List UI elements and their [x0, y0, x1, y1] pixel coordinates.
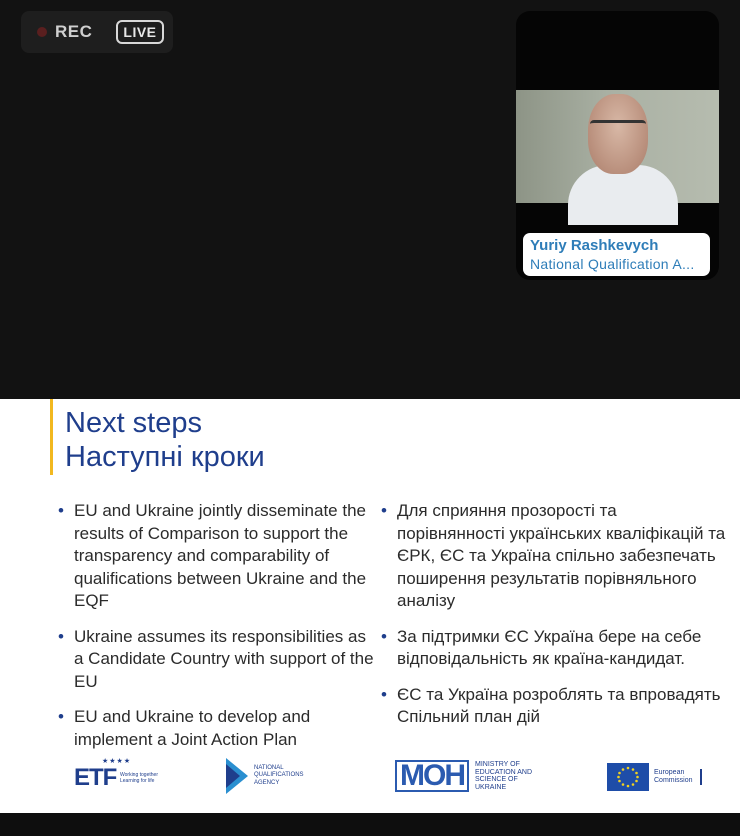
ministry-mark: МОН	[395, 760, 469, 792]
nqa-text: NATIONAL QUALIFICATIONS AGENCY	[254, 764, 304, 786]
ministry-logo	[395, 760, 545, 792]
bullet-en-3: • EU and Ukraine to develop and implement a Joint Action Plan	[58, 706, 380, 751]
glasses-icon	[590, 120, 646, 130]
bullet-uk-2: • За підтримки ЄС Україна бере на себе відповідальність як країна-кандидат.	[381, 626, 726, 671]
bullets-english	[58, 500, 380, 764]
participant-video	[516, 90, 719, 203]
nqa-chevron-icon	[226, 758, 248, 794]
shared-slide	[0, 399, 740, 813]
etf-stars-icon: ★★★★	[102, 758, 132, 765]
nqa-logo	[226, 758, 316, 794]
participant-name-card	[523, 233, 710, 276]
person-silhouette	[568, 165, 678, 225]
etf-logo	[74, 758, 158, 792]
participant-name: Yuriy Rashkevych	[530, 237, 659, 254]
bullet-en-2: • Ukraine assumes its responsibilities as a Candidate Country with support of the EU	[58, 626, 380, 694]
bullet-uk-1: • Для сприяння прозорості та порівнянності українських кваліфікацій та ЄРК, ЄС та Україна спільно забезпечать поширення результатів порівняльного аналізу	[381, 500, 726, 613]
ministry-text: MINISTRY OF EDUCATION AND SCIENCE OF UKRAINE	[475, 761, 533, 791]
rec-label: REC	[55, 22, 93, 41]
bullet-en-1: • EU and Ukraine jointly disseminate the results of Comparison to support the transparency and comparability of qualifications between Ukraine and the EQF	[58, 500, 380, 613]
participant-tile[interactable]	[516, 11, 719, 280]
etf-tagline: Working together Learning for life	[120, 772, 158, 784]
european-commission-logo	[607, 763, 702, 791]
title-accent-bar	[50, 399, 53, 475]
live-badge: LIVE	[116, 20, 163, 44]
slide-title-uk: Наступні кроки	[65, 441, 265, 473]
ec-text: European Commission	[654, 769, 702, 785]
etf-wordmark: ETF	[74, 764, 117, 791]
partner-logos	[0, 754, 740, 799]
bullets-ukrainian	[381, 500, 726, 742]
recording-indicator	[21, 11, 173, 53]
person-head	[588, 94, 648, 174]
participant-org: National Qualification A...	[530, 256, 695, 272]
record-dot-icon	[37, 27, 47, 37]
slide-title-en: Next steps	[65, 407, 202, 439]
eu-flag-icon	[607, 763, 649, 791]
bottom-bar	[0, 813, 740, 836]
bullet-uk-3: • ЄС та Україна розроблять та впровадять Спільний план дій	[381, 684, 726, 729]
